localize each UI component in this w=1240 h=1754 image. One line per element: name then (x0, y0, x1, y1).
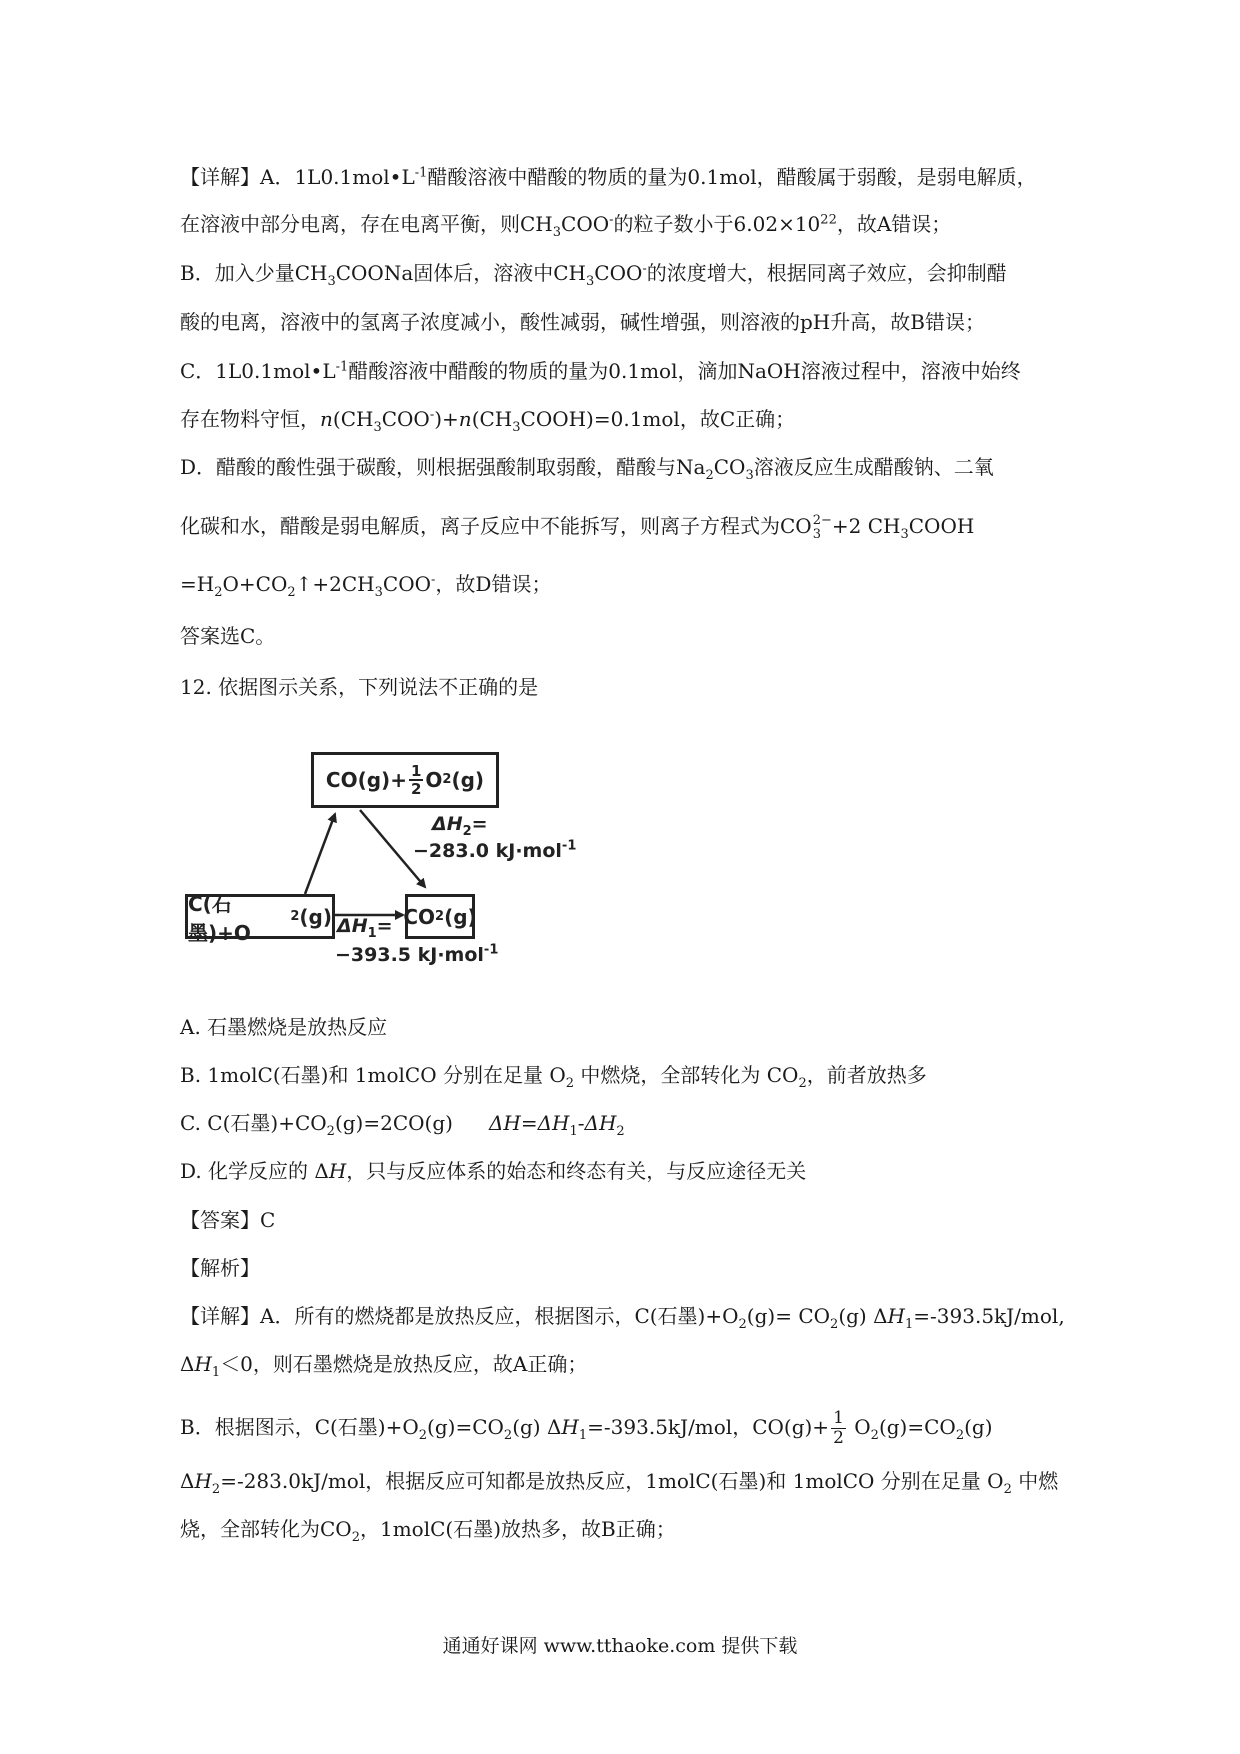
p11-d-line1: D．醋酸的酸性强于碳酸，则根据强酸制取弱酸，醋酸与$Na_2CO_3$溶液反应生成醋酸钠、二氧 (180, 455, 994, 483)
delta-h2-label: $\Delta H_2=$ (432, 813, 488, 839)
p11-a-line2: 在溶液中部分电离，存在电离平衡，则$CH_3COO^-$的粒子数小于$6.02\times 10^{22}$，故A错误； (180, 212, 952, 240)
p11-b-line1: B．加入少量$CH_3COONa$固体后，溶液中$CH_3COO^-$的浓度增大，根据同离子效应，会抑制醋 (180, 261, 1007, 289)
q12-jiexi-heading: 【解析】 (180, 1256, 260, 1280)
arrow-left-to-top (305, 814, 335, 894)
q12-option-a: A. 石墨燃烧是放热反应 (180, 1015, 388, 1039)
q12-option-b: B. 1molC(石墨)和 1molCO 分别在足量 $O_2$ 中燃烧，全部转化为 $CO_2$，前者放热多 (180, 1063, 927, 1091)
q12-stem: 12. 依据图示关系，下列说法不正确的是 (180, 675, 539, 699)
delta-h1-value: −393.5 kJ·mol$^{-1}$ (335, 942, 499, 966)
q12-option-d: D. 化学反应的 ΔH，只与反应体系的始态和终态有关，与反应途径无关 (180, 1159, 807, 1183)
page-footer: 通通好课网 www.tthaoke.com 提供下载 (442, 1635, 798, 1657)
q12-explain-b-line1: B．根据图示，C(石墨)$+O_2(g)=CO_2(g)$ $\Delta H_1=-393.5kJ$/mol，CO(g)+ $\frac{1}{2}$ $O_2(g)=CO_2(g)$ (180, 1408, 993, 1448)
delta-h2-value: −283.0 kJ·mol$^{-1}$ (413, 838, 577, 862)
enthalpy-cycle-diagram (185, 752, 645, 977)
p11-c-line1: C．$1L0.1mol•L^{-1}$醋酸溶液中醋酸的物质的量为0.1mol，滴加NaOH溶液过程中，溶液中始终 (180, 359, 1021, 383)
box-co2: CO 2 (g) (405, 894, 475, 939)
q12-explain-b-line2: $\Delta H_2=-283.0kJ$/mol，根据反应可知都是放热反应，1molC(石墨)和 1molCO 分别在足量 $O_2$ 中燃 (180, 1469, 1059, 1497)
q12-explain-b-line3: 烧，全部转化为$CO_2$，1molC(石墨)放热多，故B正确； (180, 1517, 676, 1545)
delta-h1-label: $\Delta H_1=$ (337, 915, 393, 941)
p11-a-line1: 【详解】A．$1L0.1mol•L^{-1}$醋酸溶液中醋酸的物质的量为0.1mol，醋酸属于弱酸，是弱电解质， (180, 165, 1037, 189)
p11-b-line2: 酸的电离，溶液中的氢离子浓度减小，酸性减弱，碱性增强，则溶液的pH升高，故B错误； (180, 310, 985, 334)
p11-d-line2: 化碳和水，醋酸是弱电解质，离子反应中不能拆写，则离子方程式为CO 2− 3 +2 $CH_3COOH$ (180, 512, 975, 542)
carbonate-charge-stack: 2− 3 (812, 512, 832, 542)
q12-explain-a-line1: 【详解】A．所有的燃烧都是放热反应，根据图示，C(石墨)$+O_2(g)= CO_2(g)$ $\Delta H_1=-393.5kJ$/mol, (180, 1304, 1065, 1332)
q12-answer: 【答案】C (180, 1208, 276, 1232)
box-co-half-o2: CO(g)+ $\frac{1}{2}$ O 2 (g) (311, 752, 499, 808)
half-fraction-b: $\frac{1}{2}$ (833, 1408, 844, 1448)
half-fraction: $\frac{1}{2}$ (410, 762, 422, 798)
q12-explain-a-line2: $\Delta H_1<0$，则石墨燃烧是放热反应，故A正确； (180, 1352, 588, 1380)
q12-option-c: C. C(石墨)$+CO_2(g)=2CO(g)$ $\Delta H=\Delta H_1-\Delta H_2$ (180, 1111, 625, 1139)
p11-c-line2: 存在物料守恒，$n(CH_3COO^-)+n(CH_3COOH)=0.1mol$，故C正确； (180, 407, 796, 435)
box-graphite-o2: C(石墨)+O 2 (g) (185, 894, 335, 939)
p11-answer: 答案选C。 (180, 624, 276, 648)
p11-d-line3: $=H_2O+CO_2↑+2CH_3COO^-$，故D错误； (180, 572, 552, 600)
